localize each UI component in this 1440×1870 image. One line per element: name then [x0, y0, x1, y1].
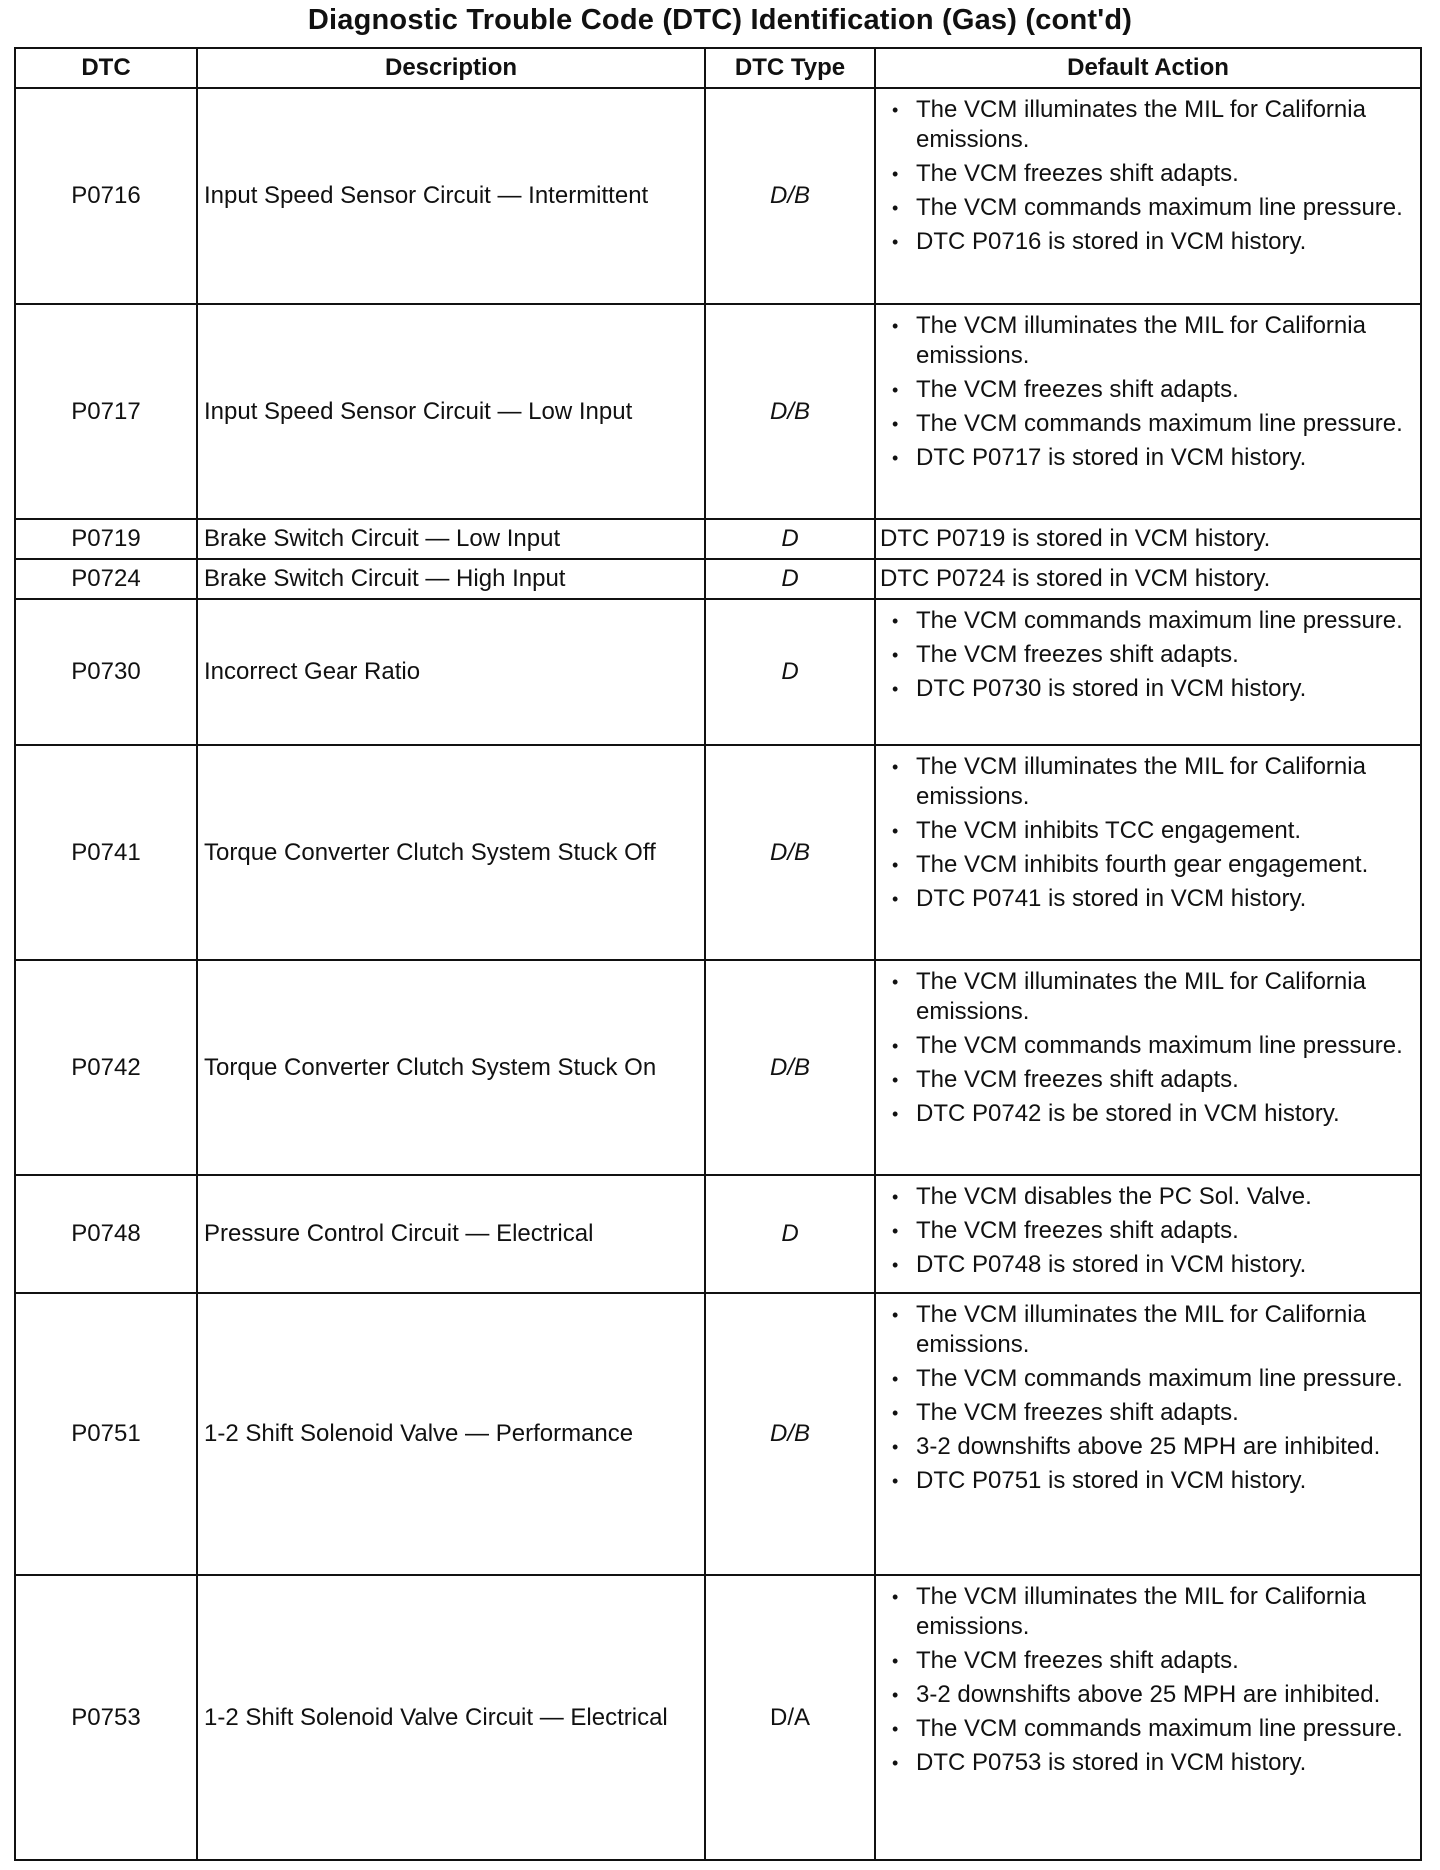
dtc-code-cell: P0724 [15, 559, 197, 599]
table-body [15, 88, 1421, 1860]
header-row [15, 48, 1421, 88]
dtc-code-cell: P0741 [15, 745, 197, 960]
action-list-item [880, 674, 1410, 704]
action-list-item [880, 193, 1410, 223]
action-list-item [880, 752, 1410, 812]
action-text: The VCM freezes shift adapts. [916, 641, 1239, 668]
table-row [15, 599, 1421, 745]
description-cell: Torque Converter Clutch System Stuck On [197, 960, 705, 1175]
dtc-code-cell: P0719 [15, 519, 197, 559]
bullet-icon: • [892, 1036, 899, 1056]
action-list-item [880, 1099, 1410, 1129]
column-header-dtc: DTC [15, 48, 197, 88]
dtc-type-cell: D/B [705, 960, 875, 1175]
default-action-cell [875, 1575, 1421, 1860]
action-list [880, 1582, 1410, 1778]
action-text: The VCM commands maximum line pressure. [916, 607, 1403, 634]
description-cell: Input Speed Sensor Circuit — Intermittent [197, 88, 705, 304]
action-list [880, 311, 1410, 473]
action-list-item [880, 606, 1410, 636]
table-row [15, 88, 1421, 304]
dtc-code-cell: P0742 [15, 960, 197, 1175]
dtc-type-cell: D [705, 1175, 875, 1293]
bullet-icon: • [892, 1685, 899, 1705]
action-text: The VCM freezes shift adapts. [916, 160, 1239, 187]
action-text: The VCM illuminates the MIL for California emissions. [916, 1583, 1366, 1640]
dtc-type-cell: D [705, 559, 875, 599]
default-action-cell [875, 960, 1421, 1175]
action-text: DTC P0742 is be stored in VCM history. [916, 1100, 1340, 1127]
action-list-item [880, 95, 1410, 155]
dtc-code-cell: P0716 [15, 88, 197, 304]
dtc-type-cell: D/B [705, 88, 875, 304]
bullet-icon: • [892, 414, 899, 434]
action-list-item [880, 1582, 1410, 1642]
action-text: DTC P0748 is stored in VCM history. [916, 1251, 1307, 1278]
action-list-item [880, 1216, 1410, 1246]
action-list-item [880, 1182, 1410, 1212]
dtc-type-cell: D [705, 599, 875, 745]
default-action-cell [875, 88, 1421, 304]
action-text: DTC P0753 is stored in VCM history. [916, 1749, 1307, 1776]
action-list-item [880, 227, 1410, 257]
column-header-type: DTC Type [705, 48, 875, 88]
table-row [15, 1175, 1421, 1293]
action-list-item [880, 1646, 1410, 1676]
action-list [880, 95, 1410, 257]
action-list-item [880, 311, 1410, 371]
description-cell: Pressure Control Circuit — Electrical [197, 1175, 705, 1293]
bullet-icon: • [892, 821, 899, 841]
bullet-icon: • [892, 1471, 899, 1491]
default-action-cell [875, 304, 1421, 519]
action-text: The VCM illuminates the MIL for California emissions. [916, 96, 1366, 153]
dtc-code-cell: P0717 [15, 304, 197, 519]
action-list-item [880, 1432, 1410, 1462]
bullet-icon: • [892, 198, 899, 218]
action-list-item [880, 816, 1410, 846]
dtc-type-cell: D/B [705, 1293, 875, 1575]
action-list-item [880, 850, 1410, 880]
action-list [880, 967, 1410, 1129]
table-row [15, 960, 1421, 1175]
action-text: DTC P0716 is stored in VCM history. [916, 228, 1307, 255]
action-list [880, 606, 1410, 704]
action-list-item [880, 1300, 1410, 1360]
bullet-icon: • [892, 100, 899, 120]
action-text: DTC P0751 is stored in VCM history. [916, 1467, 1307, 1494]
table-row [15, 1575, 1421, 1860]
bullet-icon: • [892, 1437, 899, 1457]
action-list-item [880, 1250, 1410, 1280]
action-text: DTC P0717 is stored in VCM history. [916, 444, 1307, 471]
action-text: DTC P0730 is stored in VCM history. [916, 675, 1307, 702]
action-text: 3-2 downshifts above 25 MPH are inhibited. [916, 1681, 1381, 1708]
page-title: Diagnostic Trouble Code (DTC) Identification (Gas) (cont'd) [307, 4, 1133, 36]
bullet-icon: • [892, 1651, 899, 1671]
action-text: The VCM freezes shift adapts. [916, 1647, 1239, 1674]
bullet-icon: • [892, 1369, 899, 1389]
default-action-cell: DTC P0724 is stored in VCM history. [875, 559, 1421, 599]
action-list-item [880, 640, 1410, 670]
action-list-item [880, 1398, 1410, 1428]
action-list-item [880, 884, 1410, 914]
bullet-icon: • [892, 972, 899, 992]
bullet-icon: • [892, 1403, 899, 1423]
table-row [15, 519, 1421, 559]
action-list-item [880, 159, 1410, 189]
action-text: The VCM illuminates the MIL for California emissions. [916, 1301, 1366, 1358]
action-text: The VCM freezes shift adapts. [916, 1217, 1239, 1244]
default-action-cell [875, 1293, 1421, 1575]
bullet-icon: • [892, 1070, 899, 1090]
default-action-cell [875, 745, 1421, 960]
action-text: The VCM freezes shift adapts. [916, 376, 1239, 403]
action-list-item [880, 409, 1410, 439]
table-row [15, 304, 1421, 519]
action-text: The VCM inhibits fourth gear engagement. [916, 851, 1369, 878]
action-text: The VCM illuminates the MIL for California emissions. [916, 968, 1366, 1025]
dtc-code-cell: P0751 [15, 1293, 197, 1575]
action-text: The VCM commands maximum line pressure. [916, 1365, 1403, 1392]
description-cell: 1-2 Shift Solenoid Valve Circuit — Electrical [197, 1575, 705, 1860]
action-list [880, 752, 1410, 914]
description-cell: Input Speed Sensor Circuit — Low Input [197, 304, 705, 519]
action-text: The VCM commands maximum line pressure. [916, 1715, 1403, 1742]
bullet-icon: • [892, 1305, 899, 1325]
action-text: 3-2 downshifts above 25 MPH are inhibited. [916, 1433, 1381, 1460]
action-text: The VCM commands maximum line pressure. [916, 194, 1403, 221]
action-text: DTC P0741 is stored in VCM history. [916, 885, 1307, 912]
bullet-icon: • [892, 889, 899, 909]
description-cell: Torque Converter Clutch System Stuck Off [197, 745, 705, 960]
table-row [15, 1293, 1421, 1575]
description-cell: 1-2 Shift Solenoid Valve — Performance [197, 1293, 705, 1575]
bullet-icon: • [892, 164, 899, 184]
bullet-icon: • [892, 232, 899, 252]
action-text: The VCM commands maximum line pressure. [916, 410, 1403, 437]
table-row [15, 745, 1421, 960]
action-list-item [880, 1714, 1410, 1744]
action-list [880, 1300, 1410, 1496]
default-action-cell: DTC P0719 is stored in VCM history. [875, 519, 1421, 559]
action-list-item [880, 1466, 1410, 1496]
action-list-item [880, 967, 1410, 1027]
bullet-icon: • [892, 1587, 899, 1607]
action-text: The VCM illuminates the MIL for California emissions. [916, 312, 1366, 369]
bullet-icon: • [892, 1753, 899, 1773]
dtc-type-cell: D/B [705, 304, 875, 519]
bullet-icon: • [892, 611, 899, 631]
bullet-icon: • [892, 1221, 899, 1241]
bullet-icon: • [892, 1104, 899, 1124]
dtc-code-cell: P0753 [15, 1575, 197, 1860]
action-text: The VCM freezes shift adapts. [916, 1399, 1239, 1426]
bullet-icon: • [892, 757, 899, 777]
bullet-icon: • [892, 679, 899, 699]
bullet-icon: • [892, 380, 899, 400]
dtc-type-cell: D/B [705, 745, 875, 960]
action-list-item [880, 1031, 1410, 1061]
dtc-code-cell: P0748 [15, 1175, 197, 1293]
action-list-item [880, 1065, 1410, 1095]
action-text: The VCM inhibits TCC engagement. [916, 817, 1302, 844]
action-list-item [880, 1680, 1410, 1710]
bullet-icon: • [892, 645, 899, 665]
default-action-cell [875, 599, 1421, 745]
column-header-action: Default Action [875, 48, 1421, 88]
table-row [15, 559, 1421, 599]
action-list-item [880, 375, 1410, 405]
description-cell: Brake Switch Circuit — High Input [197, 559, 705, 599]
description-cell: Brake Switch Circuit — Low Input [197, 519, 705, 559]
dtc-table [14, 47, 1422, 1861]
bullet-icon: • [892, 855, 899, 875]
action-list-item [880, 443, 1410, 473]
column-header-description: Description [197, 48, 705, 88]
bullet-icon: • [892, 316, 899, 336]
bullet-icon: • [892, 448, 899, 468]
bullet-icon: • [892, 1255, 899, 1275]
default-action-cell [875, 1175, 1421, 1293]
bullet-icon: • [892, 1187, 899, 1207]
action-text: The VCM commands maximum line pressure. [916, 1032, 1403, 1059]
action-list-item [880, 1748, 1410, 1778]
action-list-item [880, 1364, 1410, 1394]
dtc-code-cell: P0730 [15, 599, 197, 745]
action-text: The VCM freezes shift adapts. [916, 1066, 1239, 1093]
bullet-icon: • [892, 1719, 899, 1739]
action-text: The VCM illuminates the MIL for California emissions. [916, 753, 1366, 810]
action-list [880, 1182, 1410, 1280]
dtc-type-cell: D [705, 519, 875, 559]
action-text: The VCM disables the PC Sol. Valve. [916, 1183, 1312, 1210]
description-cell: Incorrect Gear Ratio [197, 599, 705, 745]
dtc-type-cell: D/A [705, 1575, 875, 1860]
